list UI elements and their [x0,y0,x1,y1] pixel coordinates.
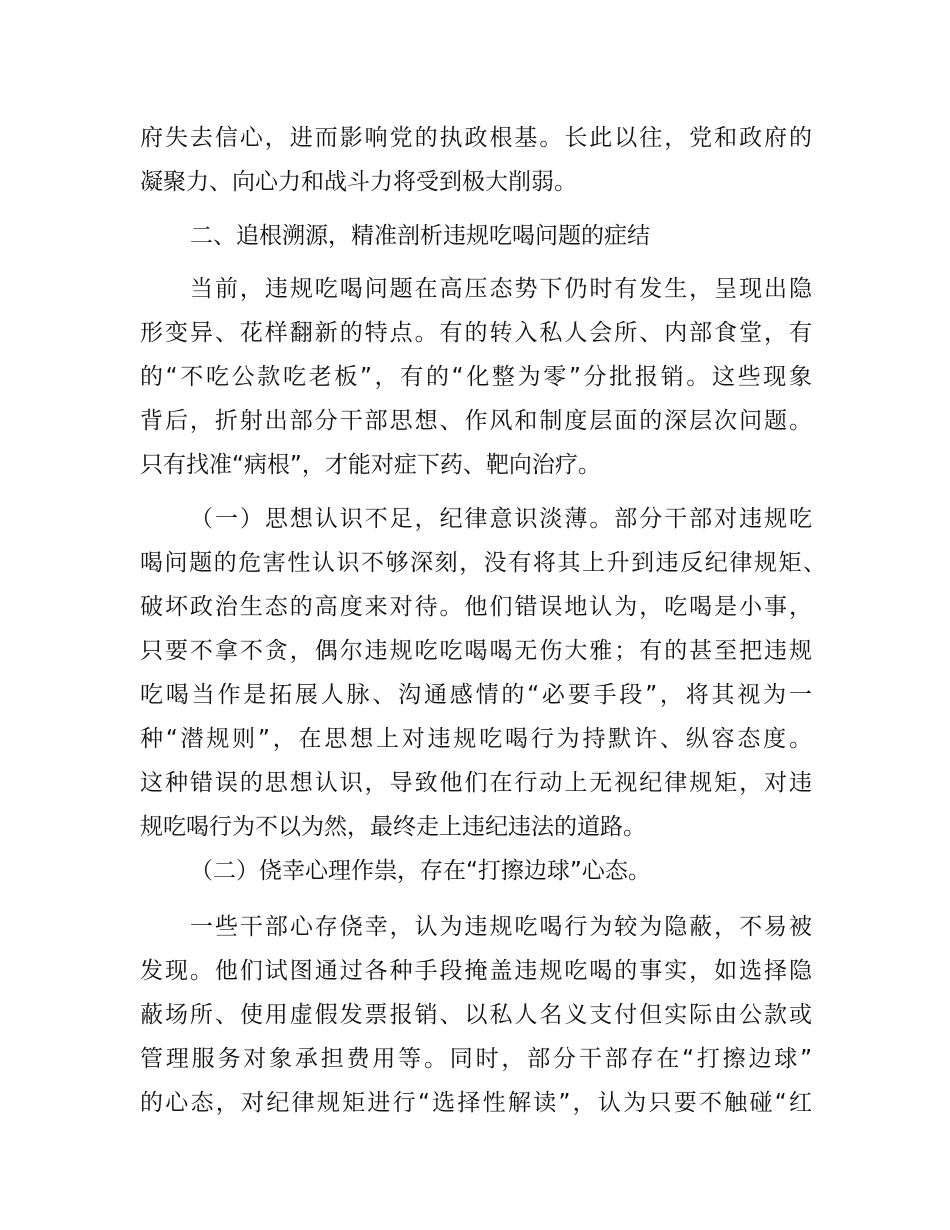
text-line: 的心态，对纪律规矩进行“选择性解读”，认为只要不触碰“红 [140,1090,812,1116]
text-line: 一些干部心存侥幸，认为违规吃喝行为较为隐蔽，不易被 [190,914,812,940]
text-line: 吃喝当作是拓展人脉、沟通感情的“必要手段”，将其视为一 [140,682,812,708]
text-line: 只要不拿不贪，偶尔违规吃吃喝喝无伤大雅；有的甚至把违规 [140,638,812,664]
text-line: 府失去信心，进而影响党的执政根基。长此以往，党和政府的 [140,125,812,151]
subsection-heading: （二）侥幸心理作祟，存在“打擦边球”心态。 [190,858,651,884]
text-line: 凝聚力、向心力和战斗力将受到极大削弱。 [140,169,577,195]
text-line: 蔽场所、使用虚假发票报销、以私人名义支付但实际由公款或 [140,1002,812,1028]
text-line: 形变异、花样翻新的特点。有的转入私人会所、内部食堂，有 [140,320,812,346]
section-heading: 二、追根溯源，精准剖析违规吃喝问题的症结 [190,223,650,249]
text-line: 这种错误的思想认识，导致他们在行动上无视纪律规矩，对违 [140,770,812,796]
subsection-heading: （一）思想认识不足，纪律意识淡薄。部分干部对违规吃 [190,506,812,532]
text-line: 管理服务对象承担费用等。同时，部分干部存在“打擦边球” [140,1046,812,1072]
text-line: 的“不吃公款吃老板”，有的“化整为零”分批报销。这些现象 [140,364,812,390]
text-line: 只有找准“病根”，才能对症下药、靶向治疗。 [140,452,601,478]
text-line: 背后，折射出部分干部思想、作风和制度层面的深层次问题。 [140,408,812,434]
text-line: 当前，违规吃喝问题在高压态势下仍时有发生，呈现出隐 [190,276,812,302]
text-line: 种“潜规则”，在思想上对违规吃喝行为持默许、纵容态度。 [140,726,812,752]
text-line: 规吃喝行为不以为然，最终走上违纪违法的道路。 [140,814,646,840]
text-line: 破坏政治生态的高度来对待。他们错误地认为，吃喝是小事， [140,594,812,620]
text-line: 喝问题的危害性认识不够深刻，没有将其上升到违反纪律规矩、 [140,550,826,576]
text-line: 发现。他们试图通过各种手段掩盖违规吃喝的事实，如选择隐 [140,958,812,984]
